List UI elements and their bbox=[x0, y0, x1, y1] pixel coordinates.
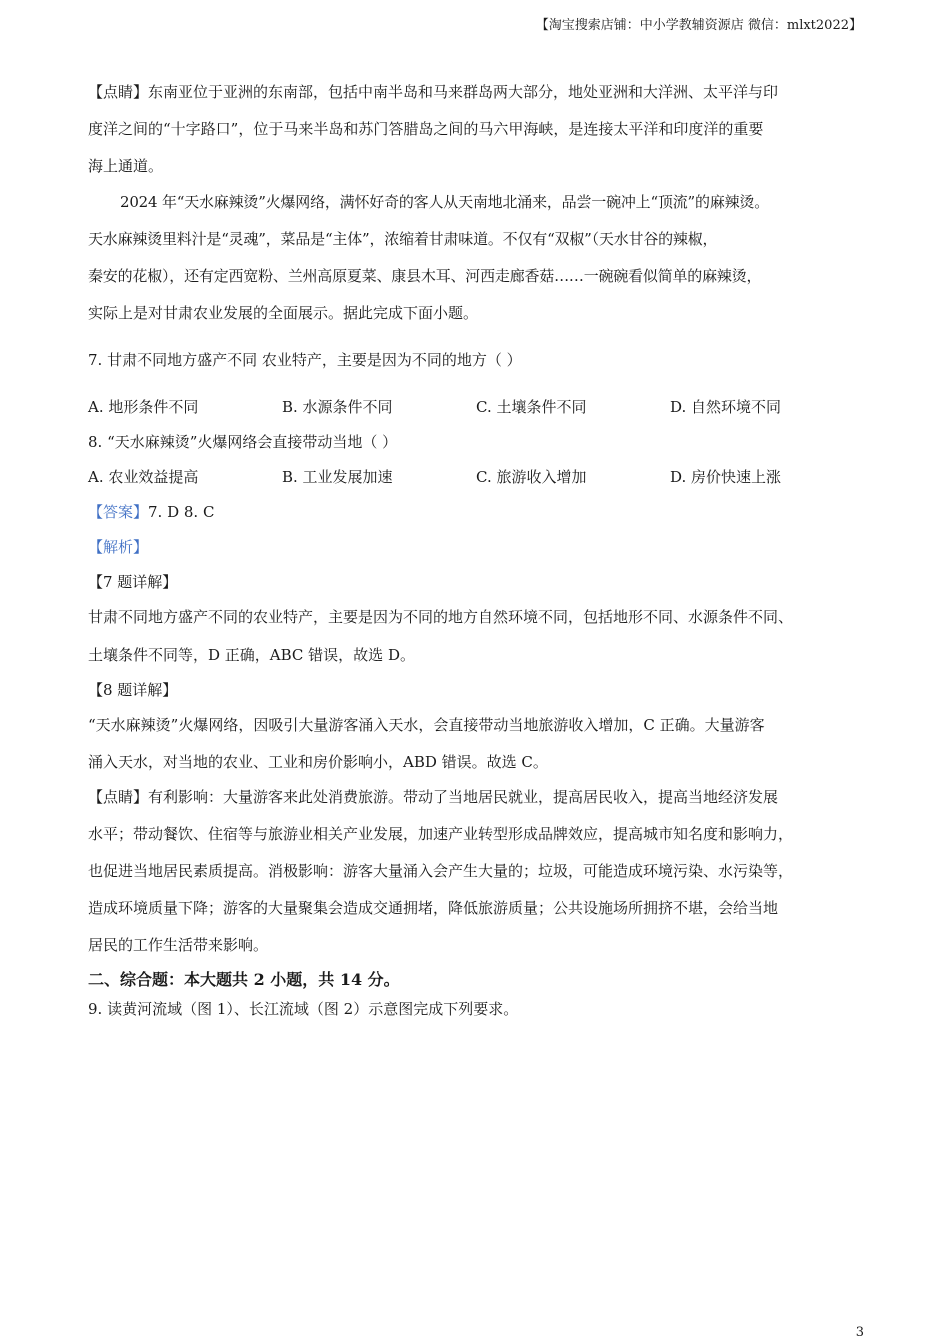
detail-8-line-1: “天水麻辣烫”火爆网络，因吸引大量游客涌入天水，会直接带动当地旅游收入增加，C 正确。大量游客 bbox=[88, 716, 765, 734]
tip2-line-3: 也促进当地居民素质提高。消极影响：游客大量涌入会产生大量的；垃圾，可能造成环境污染、水污染等， bbox=[88, 862, 794, 880]
answer-label: 【答案】 bbox=[88, 503, 149, 521]
detail-7-line-2: 土壤条件不同等，D 正确，ABC 错误，故选 D。 bbox=[88, 646, 415, 664]
tip1-line-1: 【点睛】东南亚位于亚洲的东南部，包括中南半岛和马来群岛两大部分，地处亚洲和大洋洲、太平洋与印 bbox=[88, 83, 779, 101]
question-8-option-a: A. 农业效益提高 bbox=[88, 468, 199, 486]
question-7-option-b: B. 水源条件不同 bbox=[282, 398, 393, 416]
question-8-option-b: B. 工业发展加速 bbox=[282, 468, 393, 486]
question-7-stem: 7. 甘肃不同地方盛产不同 农业特产，主要是因为不同的地方（ ） bbox=[88, 351, 522, 369]
question-9-stem: 9. 读黄河流域（图 1）、长江流域（图 2）示意图完成下列要求。 bbox=[88, 1000, 519, 1018]
question-8-options bbox=[88, 467, 872, 487]
page-header: 【淘宝搜索店铺：中小学教辅资源店 微信：mlxt2022】 bbox=[535, 18, 862, 33]
question-8-option-c: C. 旅游收入增加 bbox=[476, 468, 587, 486]
detail-7-line-1: 甘肃不同地方盛产不同的农业特产，主要是因为不同的地方自然环境不同，包括地形不同、水源条件不同、 bbox=[88, 608, 794, 626]
tip2-line-2: 水平；带动餐饮、住宿等与旅游业相关产业发展，加速产业转型形成品牌效应，提高城市知名度和影响力， bbox=[88, 825, 794, 843]
question-8-option-d: D. 房价快速上涨 bbox=[670, 468, 782, 486]
question-7-options bbox=[88, 397, 872, 417]
page-number: 3 bbox=[855, 1325, 864, 1340]
passage-line-2: 天水麻辣烫里料汁是“灵魂”，菜品是“主体”，浓缩着甘肃味道。不仅有“双椒”（天水甘谷的辣椒， bbox=[88, 230, 718, 248]
tip1-line-2: 度洋之间的“十字路口”，位于马来半岛和苏门答腊岛之间的马六甲海峡，是连接太平洋和印度洋的重要 bbox=[88, 120, 764, 138]
question-7-option-c: C. 土壤条件不同 bbox=[476, 398, 587, 416]
tip1-line-3: 海上通道。 bbox=[88, 157, 164, 175]
question-8-stem: 8. “天水麻辣烫”火爆网络会直接带动当地（ ） bbox=[88, 433, 398, 451]
tip2-line-5: 居民的工作生活带来影响。 bbox=[88, 936, 269, 954]
question-7-option-a: A. 地形条件不同 bbox=[88, 398, 199, 416]
answer-text: 7. D 8. C bbox=[148, 503, 215, 521]
answer-line bbox=[88, 502, 872, 522]
passage-line-4: 实际上是对甘肃农业发展的全面展示。据此完成下面小题。 bbox=[88, 304, 479, 322]
detail-8-title: 【8 题详解】 bbox=[88, 681, 178, 699]
tip2-line-4: 造成环境质量下降；游客的大量聚集会造成交通拥堵，降低旅游质量；公共设施场所拥挤不堪，会给当地 bbox=[88, 899, 779, 917]
passage-line-3: 秦安的花椒），还有定西宽粉、兰州高原夏菜、康县木耳、河西走廊香菇……一碗碗看似简单的麻辣烫， bbox=[88, 267, 762, 285]
detail-7-title: 【7 题详解】 bbox=[88, 573, 178, 591]
tip2-line-1: 【点睛】有利影响：大量游客来此处消费旅游。带动了当地居民就业，提高居民收入，提高当地经济发展 bbox=[88, 788, 779, 806]
passage-line-1: 2024 年“天水麻辣烫”火爆网络，满怀好奇的客人从天南地北涌来，品尝一碗冲上“顶流”的麻辣烫。 bbox=[120, 193, 770, 211]
section-2-heading: 二、综合题：本大题共 2 小题，共 14 分。 bbox=[88, 970, 400, 989]
analysis-label: 【解析】 bbox=[88, 538, 149, 556]
detail-8-line-2: 涌入天水，对当地的农业、工业和房价影响小，ABD 错误。故选 C。 bbox=[88, 753, 548, 771]
question-7-option-d: D. 自然环境不同 bbox=[670, 398, 782, 416]
